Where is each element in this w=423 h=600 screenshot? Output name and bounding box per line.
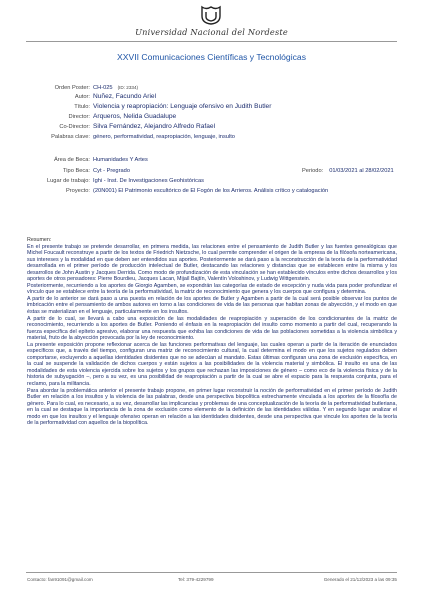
titulo-value: Violencia y reapropiación: Lenguaje ofensivo en Judith Butler <box>93 103 272 110</box>
tipo-label: Tipo Beca: <box>63 168 90 174</box>
row-orden-poster <box>0 84 423 92</box>
row-palabras-clave <box>0 133 423 141</box>
footer-generated: Generado el 21/12/2023 a las 09:35 <box>323 577 397 582</box>
periodo-value: 01/03/2021 al 28/02/2021 <box>329 168 394 174</box>
periodo-label: Periodo: <box>302 168 324 174</box>
orden-poster-label: Orden Poster: <box>54 85 90 91</box>
university-logo-icon <box>200 5 222 25</box>
tipo-value: Cyt - Pregrado <box>93 168 130 174</box>
proyecto-value: (20N001) El Patrimonio escultórico de El Fogón de los Arrieros. Análisis crítico y catalogación <box>93 188 329 194</box>
row-autor <box>0 93 423 101</box>
congress-title: XXVII Comunicaciones Científicas y Tecnológicas <box>117 52 306 62</box>
lugar-label: Lugar de trabajo: <box>46 178 90 184</box>
summary-paragraph: Posteriormente, recurriendo a los aportes de Giorgio Agamben, se expondrán las categorías de estado de excepción y nuda vida para poder profundizar el vínculo que se establece entre la teoría de la performatividad, la matriz de reconocimiento que genera y los cuerpos que configura y determina. <box>27 282 397 296</box>
area-label: Área de Beca: <box>53 157 90 163</box>
row-titulo <box>0 103 423 111</box>
header-divider <box>26 41 397 42</box>
proyecto-label: Proyecto: <box>65 188 90 194</box>
codirector-label: Co-Director: <box>59 124 90 130</box>
director-label: Director: <box>68 114 90 120</box>
codirector-value: Silva Fernández, Alejandro Alfredo Rafael <box>93 123 216 130</box>
orden-id: (ID: 2334) <box>117 85 139 90</box>
footer-phone: Tel: 379-4229799 <box>178 577 214 582</box>
summary-paragraph: A partir de lo anterior se dará paso a una puesta en relación de los aportes de Butler y Agamben a partir de la cual será posible observar los puntos de imbricación entre el pensamiento de ambos autores en torno a las condiciones de vida de las personas que habitan zonas de abyección, y el modo en que éstas se materializan en el lenguaje, particularmente en los insultos. <box>27 295 397 316</box>
footer-divider <box>26 572 397 573</box>
summary-paragraph: La presente exposición propone reflexionar acerca de las funciones performativas del lenguaje, las cuales operan a partir de la iteración de enunciados específicos que, a través del tiempo, configuran una matriz de reconocimiento cultural, la cual determina el modo en que los sujetos regulados deben comportarse, excluyendo a aquellas identidades disidentes que no se adecúan al mandato. Estas últimas configuran una zona de exclusión específica, en la cual se suspende la validación de dichos cuerpos y están sujetos a las posibilidades de la violencia material y simbólica. El insulto es una de las modalidades de esta violencia ejercida sobre los sujetos y los grupos que rechazan las imposiciones de género – como eco de la violencia física y de la historia de subyugación –, pero a su vez, es una posibilidad de reapropiación a partir de la cual se abre el espacio para la respuesta conjunta, para el reclamo, para la militancia. <box>27 341 397 388</box>
university-name: Universidad Nacional del Nordeste <box>135 27 288 37</box>
row-proyecto <box>0 187 423 195</box>
palabras-label: Palabras clave: <box>51 134 90 140</box>
autor-value: Nuñez, Facundo Ariel <box>93 93 157 100</box>
summary-paragraph: En el presente trabajo se pretende desarrollar, en primera medida, las relaciones entre el pensamiento de Judith Butler y las fuentes genealógicas que Michel Foucault reconstruye a partir de los textos de Friedrich Nietzsche, lo cual permite comprender el origen de la empresa de la filósofa norteamericana, sus intereses y la modalidad en que deben ser entendidos sus aportes. Posteriormente se dará paso a la reconstrucción de la teoría de la performatividad desarrollada en el primer período de producción intelectual de Butler, destacando las relaciones y distancias que se establecen entre la misma y los desarrollos de John Austin y Jacques Derrida. Como modo de profundización de esta vinculación se han establecido vínculos entre dichos desarrollos y los aportes de otros pensadores: Pierre Bourdieu, Jacques Lacan, Mijaíl Bajtín, Valentín Voloshinov, y Ludwig Wittgenstein. <box>27 243 397 283</box>
titulo-label: Título: <box>74 104 90 110</box>
row-director <box>0 113 423 121</box>
periodo <box>302 167 394 175</box>
summary-heading: Resumen: <box>27 237 52 243</box>
row-codirector <box>0 123 423 131</box>
palabras-value: género, performatividad, reapropiación, lenguaje, insulto <box>93 134 235 140</box>
area-value: Humanidades Y Artes <box>93 157 148 163</box>
summary-section <box>27 237 397 427</box>
orden-poster-value: CH-025 (ID: 2334) <box>93 85 139 91</box>
autor-label: Autor: <box>74 94 90 100</box>
footer-contact: Contacto: fan91091@gmail.com <box>27 577 93 582</box>
director-value: Arqueros, Nelida Guadalupe <box>93 113 177 120</box>
summary-paragraph: Para abordar la problemática anterior el presente trabajo propone, en primer lugar reconstruir la noción de performatividad en el primer período de Judith Butler en relación a los insultos y la violencia de las palabras, desde una perspectiva biopolítica estrechamente vinculada a los aportes de la filosofía de género. Para lo cual, es necesario, a su vez, desarrollar las implicancias y problemas de una conceptualización de la teoría de la performatividad butleriana, en la cual se destaque la importancia de la zona de exclusión como elemento de la definición de las identidades válidas. Y en segundo lugar analizar el modo en que los insultos y el lenguaje ofensivo operan en relación a las identidades disidentes, desde una perspectiva que vincule los aportes de la teoría de la performatividad con aquellos de la biopolítica. <box>27 387 397 427</box>
row-lugar-trabajo <box>0 177 423 185</box>
row-tipo-beca <box>0 167 423 175</box>
lugar-value: Ighi - Inst. De Investigaciones Geohistóricas <box>93 178 204 184</box>
row-area-beca <box>0 156 423 164</box>
summary-paragraph: A partir de lo cual, se llevará a cabo una exposición de las modalidades de reapropiación y superación de los condicionantes de la matriz de reconocimiento, recurriendo a los aportes de Butler. Poniendo el énfasis en la reapropiación del insulto como momento a partir del cual, recuperando la fuerza específica del epíteto agresivo, elaborar una respuesta que exhiba las condiciones de vida de las poblaciones sometidas a la violencia simbólica y material, fruto de la abyección provocada por la ley de reconocimiento. <box>27 315 397 342</box>
